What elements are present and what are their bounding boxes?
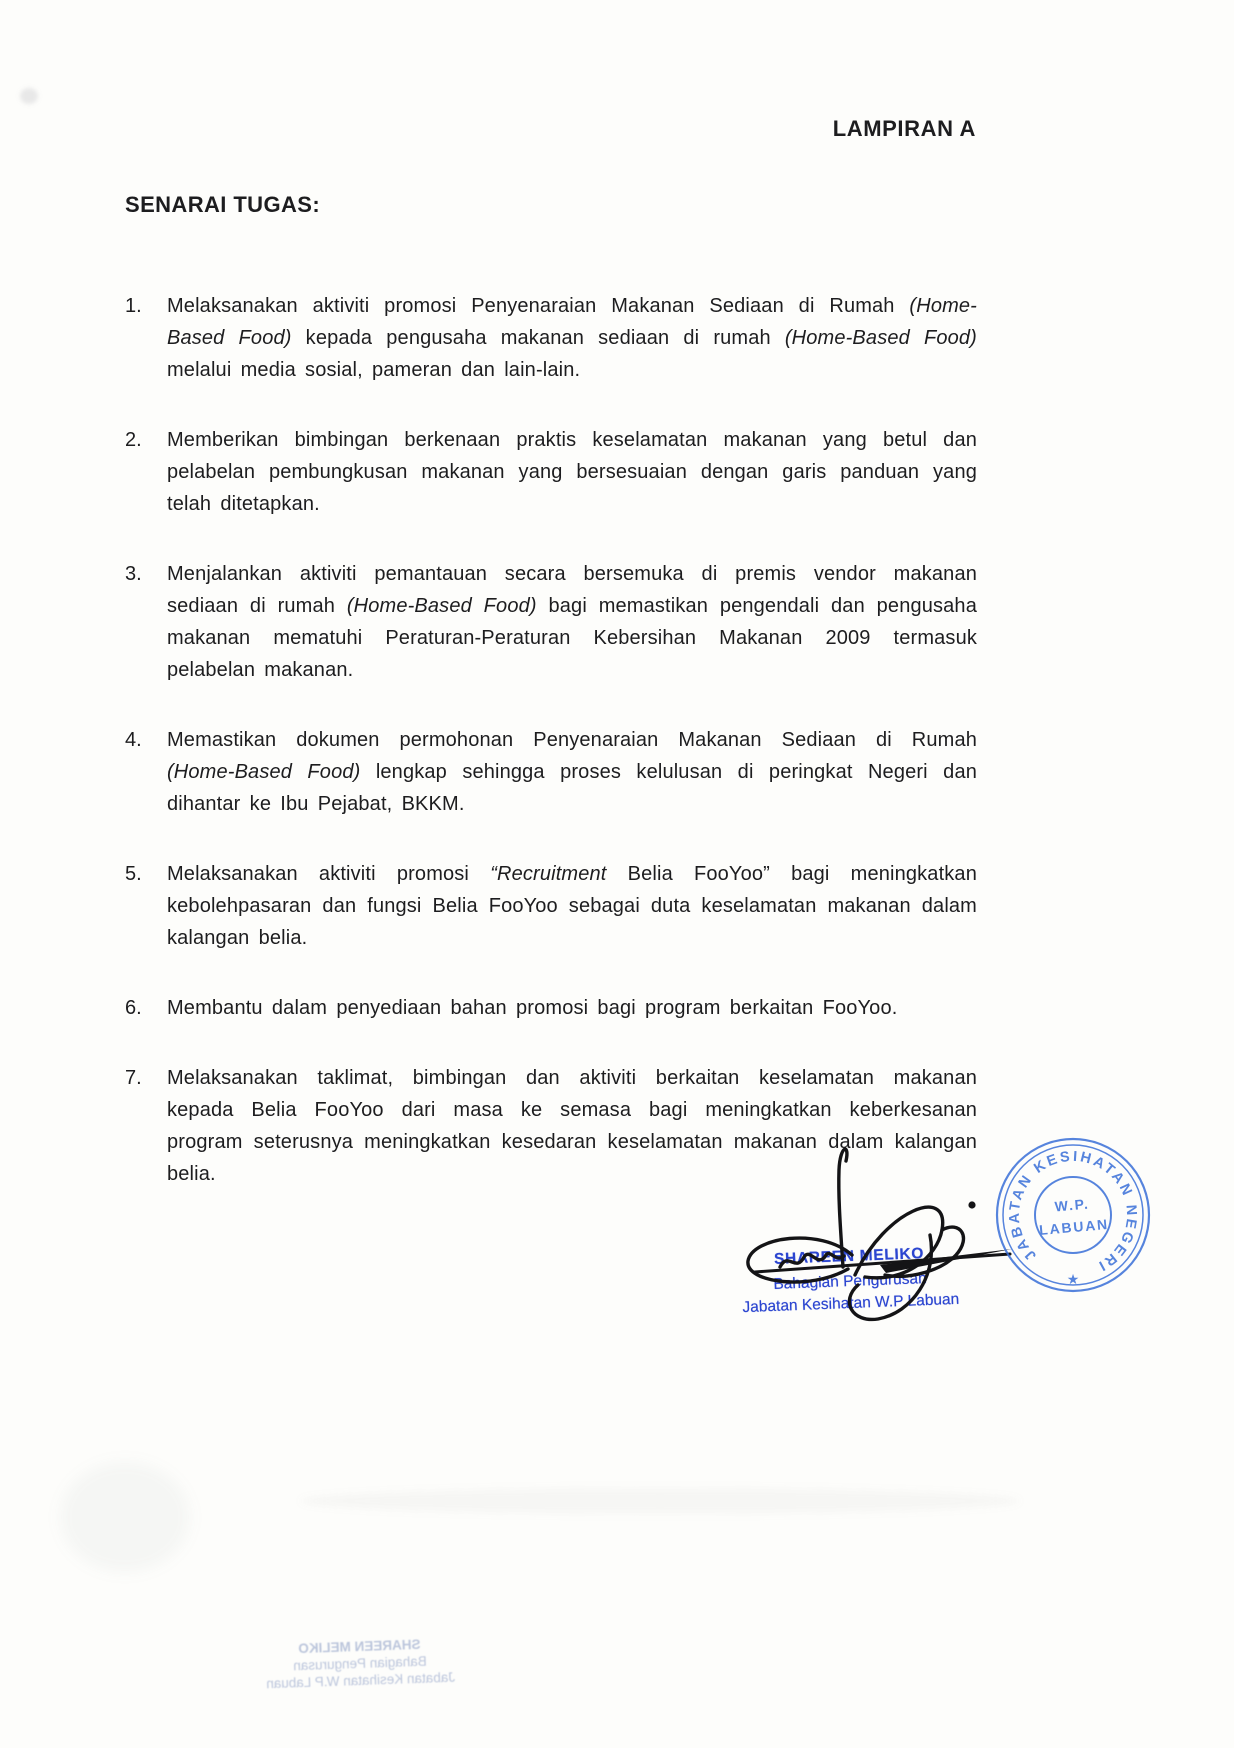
bleed-through-organization: Jabatan Kesihatan W.P Labuan: [265, 1669, 456, 1692]
task-number: 3.: [125, 563, 142, 585]
task-number: 5.: [125, 863, 142, 885]
handwritten-signature: [680, 1115, 1020, 1345]
stamp-ring-text: JABATAN KESIHATAN NEGERI: [1006, 1148, 1140, 1275]
task-number: 2.: [125, 429, 142, 451]
task-text: Membantu dalam penyediaan bahan promosi bagi program berkaitan FooYoo.: [167, 997, 898, 1019]
task-list: [125, 290, 977, 1228]
task-number: 4.: [125, 729, 142, 751]
page-title: SENARAI TUGAS:: [125, 192, 321, 217]
task-item-5: [125, 858, 977, 954]
task-item-3: [125, 558, 977, 686]
task-text: Memastikan dokumen permohonan Penyenaraian Makanan Sediaan di Rumah (Home-Based Food) lengkap sehingga proses kelulusan di peringkat Negeri dan dihantar ke Ibu Pejabat, BKKM.: [167, 729, 977, 815]
lampiran-label: LAMPIRAN A: [832, 116, 976, 141]
signatory-organization: Jabatan Kesihatan W.P Labuan: [742, 1290, 960, 1317]
task-number: 1.: [125, 295, 142, 317]
signatory-department: Bahagian Pengurusan: [773, 1270, 928, 1293]
bleed-through-department: Bahagian Pengurusan: [292, 1653, 428, 1674]
task-text: Melaksanakan aktiviti promosi “Recruitment Belia FooYoo” bagi meningkatkan kebolehpasaran dan fungsi Belia FooYoo sebagai duta keselamatan makanan dalam kalangan belia.: [167, 863, 977, 949]
bleed-through-name: SHAREEN MELIKO: [298, 1636, 421, 1657]
task-number: 6.: [125, 997, 142, 1019]
task-text: Melaksanakan taklimat, bimbingan dan aktiviti berkaitan keselamatan makanan kepada Belia FooYoo dari masa ke semasa bagi meningkatkan keberkesanan program seterusnya meningkatkan kesedaran keselamatan makanan dalam kalangan belia.: [167, 1067, 977, 1185]
bleed-through-text: [189, 1632, 531, 1695]
task-item-1: [125, 290, 977, 386]
stamp-star-icon: ★: [1066, 1271, 1080, 1287]
task-item-2: [125, 424, 977, 520]
task-text: Melaksanakan aktiviti promosi Penyenaraian Makanan Sediaan di Rumah (Home-Based Food) kepada pengusaha makanan sediaan di rumah (Home-Based Food) melalui media sosial, pameran dan lain-lain.: [167, 295, 977, 381]
department-stamp: [988, 1128, 1162, 1302]
signatory-name: SHAREEN MELIKO: [773, 1245, 925, 1268]
task-text: Memberikan bimbingan berkenaan praktis keselamatan makanan yang betul dan pelabelan pembungkusan makanan yang bersesuaian dengan garis panduan yang telah ditetapkan.: [167, 429, 977, 515]
task-text: Menjalankan aktiviti pemantauan secara bersemuka di premis vendor makanan sediaan di rumah (Home-Based Food) bagi memastikan pengendali dan pengusaha makanan mematuhi Peraturan-Peraturan Kebersihan Makanan 2009 termasuk pelabelan makanan.: [167, 563, 977, 681]
stamp-center-line2: LABUAN: [1038, 1215, 1110, 1238]
task-number: 7.: [125, 1067, 142, 1089]
task-item-4: [125, 724, 977, 820]
task-item-6: [125, 992, 977, 1024]
stamp-center-line1: W.P.: [1054, 1195, 1091, 1215]
scan-speck: [20, 88, 38, 104]
bleed-through-smudge: [60, 1462, 190, 1572]
bleed-through-smudge: [300, 1488, 1020, 1514]
